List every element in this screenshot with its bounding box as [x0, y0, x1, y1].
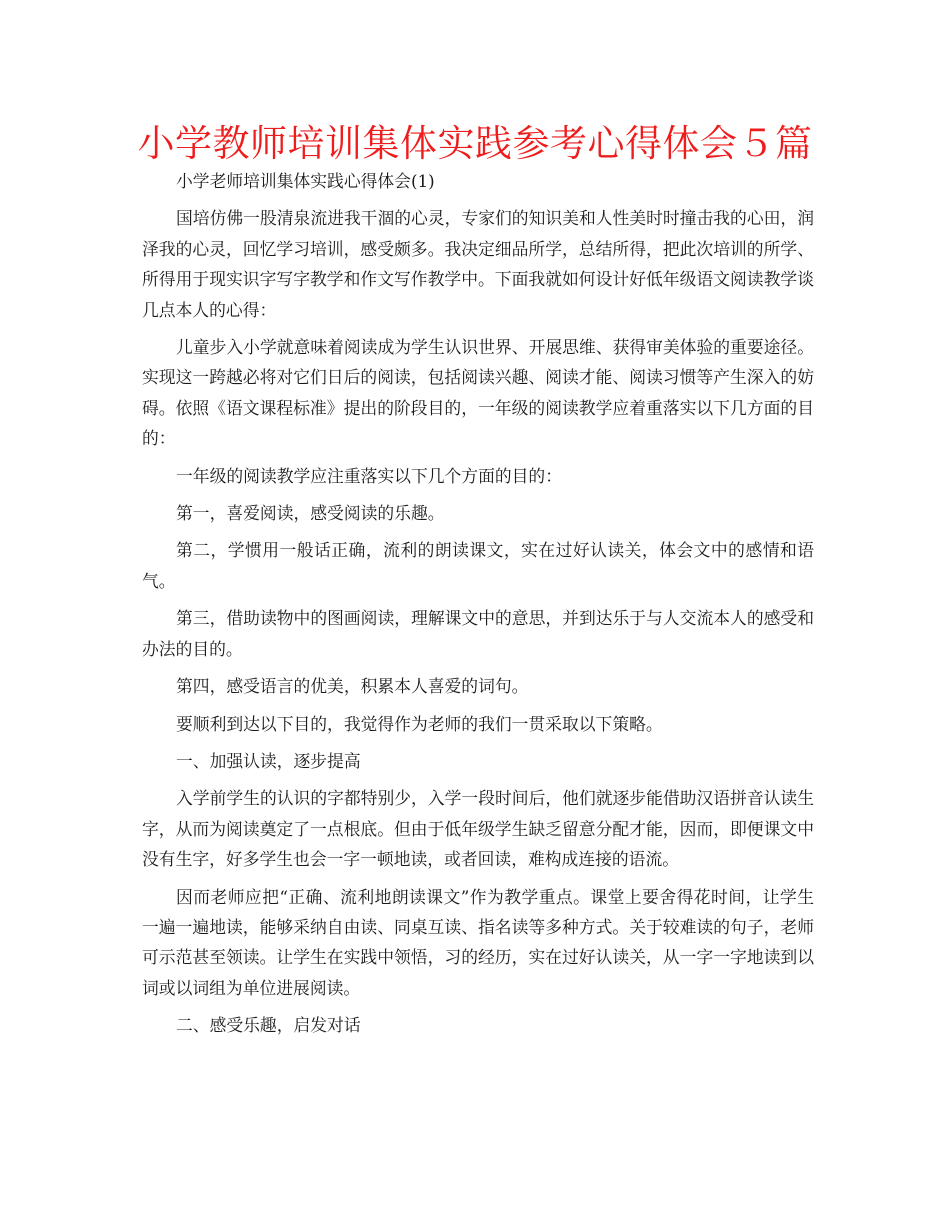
paragraph: 入学前学生的认识的字都特别少，入学一段时间后，他们就逐步能借助汉语拼音认读生字，从而为阅读奠定了一点根底。但由于低年级学生缺乏留意分配才能，因而，即便课文中没有生字，好多学生也会一字一顿地读，或者回读，难构成连接的语流。	[142, 788, 814, 870]
paragraph: 第四，感受语言的优美，积累本人喜爱的词句。	[176, 676, 529, 697]
document-title: 小学教师培训集体实践参考心得体会５篇	[137, 122, 813, 165]
paragraph: 要顺利到达以下目的，我觉得作为老师的我们一贯采取以下策略。	[176, 713, 663, 734]
paragraph: 第一，喜爱阅读，感受阅读的乐趣。	[176, 503, 445, 524]
paragraph: 儿童步入小学就意味着阅读成为学生认识世界、开展思维、获得审美体验的重要途径。实现这一跨越必将对它们日后的阅读，包括阅读兴趣、阅读才能、阅读习惯等产生深入的妨碍。依照《语文课程标准》提出的阶段目的，一年级的阅读教学应着重落实以下几方面的目的：	[142, 337, 814, 449]
paragraph: 一年级的阅读教学应注重落实以下几个方面的目的：	[176, 465, 562, 486]
paragraph: 第二，学惯用一般话正确，流利的朗读课文，实在过好认读关，体会文中的感情和语气。	[142, 540, 814, 591]
paragraph: 第三，借助读物中的图画阅读，理解课文中的意思，并到达乐于与人交流本人的感受和办法的目的。	[142, 608, 814, 659]
section-heading: 二、感受乐趣，启发对话	[176, 1015, 361, 1036]
document-body	[142, 166, 814, 1048]
paragraph: 国培仿佛一股清泉流进我干涸的心灵，专家们的知识美和人性美时时撞击我的心田，润泽我的心灵，回忆学习培训，感受颇多。我决定细品所学，总结所得，把此次培训的所学、所得用于现实识字写字教学和作文写作教学中。下面我就如何设计好低年级语文阅读教学谈几点本人的心得：	[142, 208, 814, 320]
paragraph: 因而老师应把“正确、流利地朗读课文”作为教学重点。课堂上要舍得花时间，让学生一遍一遍地读，能够采纳自由读、同桌互读、指名读等多种方式。关于较难读的句子，老师可示范甚至领读。让学生在实践中领悟，习的经历，实在过好认读关，从一字一字地读到以词或以词组为单位进展阅读。	[142, 886, 814, 998]
paragraph-subtitle: 小学老师培训集体实践心得体会(1)	[176, 171, 435, 191]
section-heading: 一、加强认读，逐步提高	[176, 750, 361, 771]
